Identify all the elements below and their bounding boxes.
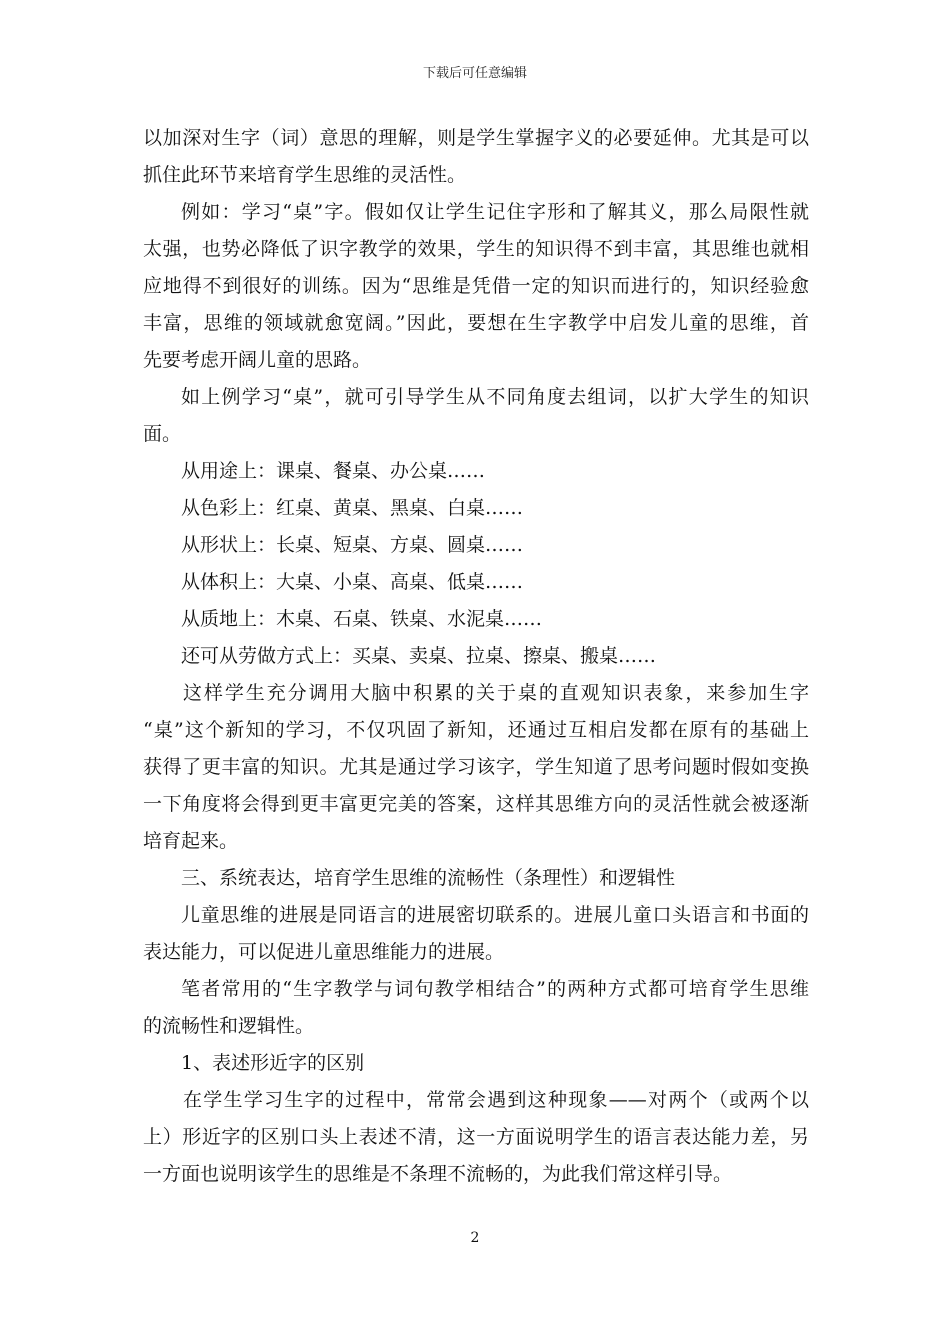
- paragraph-line: 先要考虑开阔儿童的思路。: [143, 349, 372, 371]
- list-item: 还可从劳做方式上：买桌、卖桌、拉桌、擦桌、搬桌……: [181, 645, 657, 667]
- list-item: 从用途上：课桌、餐桌、办公桌……: [181, 460, 486, 482]
- paragraph-line: 的流畅性和逻辑性。: [143, 1015, 315, 1037]
- page-number: 2: [470, 1230, 480, 1246]
- paragraph-line: 在学生学习生字的过程中，常常会遇到这种现象——对两个（或两个以: [183, 1089, 809, 1111]
- paragraph-line: 儿童思维的进展是同语言的进展密切联系的。进展儿童口头语言和书面的: [181, 904, 809, 926]
- paragraph-line: 以加深对生字（词）意思的理解，则是学生掌握字义的必要延伸。尤其是可以: [143, 127, 809, 149]
- paragraph-line: 获得了更丰富的知识。尤其是通过学习该字，学生知道了思考问题时假如变换: [143, 756, 809, 778]
- paragraph-line: 表达能力，可以促进儿童思维能力的进展。: [143, 941, 505, 963]
- paragraph-line: “桌”这个新知的学习，不仅巩固了新知，还通过互相启发都在原有的基础上: [143, 719, 809, 741]
- section-heading: 三、系统表达，培育学生思维的流畅性（条理性）和逻辑性: [181, 867, 676, 889]
- list-item: 从质地上：木桌、石桌、铁桌、水泥桌……: [181, 608, 543, 630]
- subsection-heading: 1、表述形近字的区别: [181, 1052, 365, 1074]
- paragraph-line: 太强，也势必降低了识字教学的效果，学生的知识得不到丰富，其思维也就相: [143, 238, 809, 260]
- list-item: 从体积上：大桌、小桌、高桌、低桌……: [181, 571, 524, 593]
- list-item: 从形状上：长桌、短桌、方桌、圆桌……: [181, 534, 524, 556]
- paragraph-line: 上）形近字的区别口头上表述不清，这一方面说明学生的语言表达能力差，另: [143, 1126, 809, 1148]
- paragraph-line: 这样学生充分调用大脑中积累的关于桌的直观知识表象，来参加生字: [183, 682, 809, 704]
- list-item: 从色彩上：红桌、黄桌、黑桌、白桌……: [181, 497, 524, 519]
- paragraph-line: 例如：学习“桌”字。假如仅让学生记住字形和了解其义，那么局限性就: [181, 201, 809, 223]
- document-body: [143, 120, 809, 1193]
- paragraph-line: 应地得不到很好的训练。因为“思维是凭借一定的知识而进行的，知识经验愈: [143, 275, 809, 297]
- paragraph-line: 培育起来。: [143, 830, 239, 852]
- paragraph-line: 笔者常用的“生字教学与词句教学相结合”的两种方式都可培育学生思维: [181, 978, 809, 1000]
- paragraph-line: 面。: [143, 423, 182, 445]
- page-header: 下载后可任意编辑: [422, 66, 527, 81]
- paragraph-line: 如上例学习“桌”，就可引导学生从不同角度去组词，以扩大学生的知识: [181, 386, 809, 408]
- paragraph-line: 抓住此环节来培育学生思维的灵活性。: [143, 164, 467, 186]
- paragraph-line: 丰富，思维的领域就愈宽阔。”因此，要想在生字教学中启发儿童的思维，首: [143, 312, 809, 334]
- paragraph-line: 一下角度将会得到更丰富更完美的答案，这样其思维方向的灵活性就会被逐渐: [143, 793, 809, 815]
- paragraph-line: 一方面也说明该学生的思维是不条理不流畅的，为此我们常这样引导。: [143, 1163, 733, 1185]
